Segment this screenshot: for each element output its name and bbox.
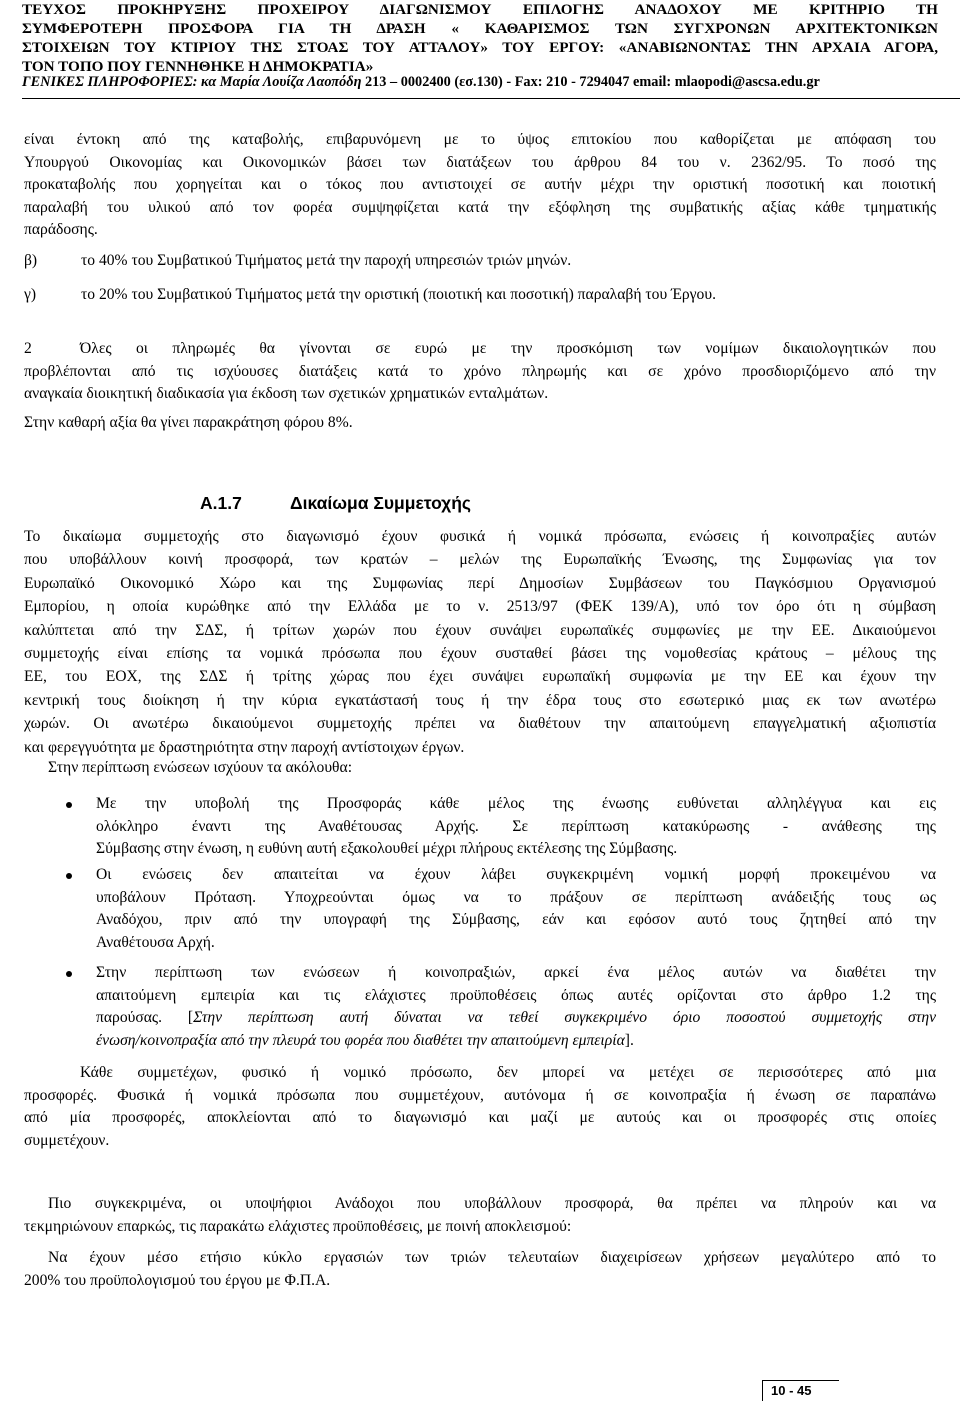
text-line: υποβάλουν Πρόταση. Υποχρεούνται όμως να το πράξουν σε περίπτωση ανάδειξής τους ως [96, 888, 936, 906]
header-line: ΣΤΟΙΧΕΙΩΝ ΤΟΥ ΚΤΙΡΙΟΥ ΤΗΣ ΣΤΟΑΣ ΤΟΥ ΑΤΤΑΛΟΥ» ΤΟΥ ΕΡΓΟΥ: «ΑΝΑΒΙΩΝΟΝΤΑΣ ΤΗΝ ΑΡΧΑΙΑ ΑΓΟΡΑ, [22, 39, 938, 56]
contact-label: ΓΕΝΙΚΕΣ ΠΛΗΡΟΦΟΡΙΕΣ: κα Μαρία Λουίζα Λαοπόδη [22, 74, 362, 90]
payment-item-b [24, 250, 571, 272]
text-line: χωρών. Οι ανωτέρω δικαιούμενοι συμμετοχής πρέπει να διαθέτουν την απαιτούμενη επαγγελματική αξιοπιστία [24, 715, 936, 733]
section-heading [200, 491, 471, 515]
text-line: απαιτούμενη εμπειρία και τις ελάχιστες προϋποθέσεις όπως αυτές ορίζονται στο άρθρο 1.2 της [96, 986, 936, 1004]
text-line: και φερεγγυότητα με δραστηριότητα στην παροχή αντίστοιχων έργων. [24, 738, 465, 756]
text-line: Με την υποβολή της Προσφοράς κάθε μέλος της ένωσης ευθύνεται αλληλέγγυα και εις [96, 795, 936, 812]
text-line: κεντρική τους διοίκηση ή την κύρια εγκατάστασή τους ή την έδρα τους στο εσωτερικό μιας εκ των ανωτέρω [24, 691, 936, 709]
text-line: Κάθε συμμετέχων, φυσικό ή νομικό πρόσωπο, δεν μπορεί να μετέχει σε περισσότερες από μια [80, 1064, 936, 1081]
text-line: παράδοσης. [24, 221, 98, 239]
text-run: ]. [624, 1031, 634, 1049]
section-code: Α.1.7 [200, 493, 242, 513]
text-run: Όλες οι πληρωμές θα γίνονται σε ευρώ με την προσκόμιση των νομίμων δικαιολογητικών που [80, 340, 936, 357]
text-line: από μία προσφορές, αποκλείονται από το διαγωνισμό και μαζί με αυτούς και οι προσφορές στις οποίες [24, 1109, 936, 1127]
page-number-box [762, 1380, 839, 1401]
text-line: αναγκαία διοικητική διαδικασία για έκδοση των σχετικών χρηματικών ενταλμάτων. [24, 385, 549, 403]
text-line: Στην περίπτωση των ενώσεων ή κοινοπραξιών, αρκεί ένα μέλος αυτών να διαθέτει την [96, 964, 936, 981]
item-label: γ) [24, 286, 37, 303]
header-contact-info [22, 73, 938, 91]
bullet-icon [66, 873, 72, 879]
item-text: το 40% του Συμβατικού Τιμήματος μετά την παροχή υπηρεσιών τριών μηνών. [81, 252, 572, 269]
header-line: ΤΟΝ ΤΟΠΟ ΠΟΥ ΓΕΝΝΗΘΗΚΕ Η ΔΗΜΟΚΡΑΤΙΑ» [22, 58, 374, 75]
text-line: συμμετοχής είναι επίσης τα νομικά πρόσωπα που έχουν συσταθεί βάσει της νομοθεσίας κράτους – μέλους της [24, 645, 936, 663]
paragraph-single-offer [24, 1062, 936, 1152]
text-line: προκαταβολής που χορηγείται και ο τόκος που αντιστοιχεί σε αυτήν μέχρι την οριστική ποσοτική και ποιοτική [24, 176, 936, 194]
text-line: ολόκληρο έναντι της Αναθέτουσας Αρχής. Σε περίπτωση κατακύρωσης - ανάθεσης της [96, 817, 936, 835]
italic-text-run: Στην περίπτωση αυτή δύναται να τεθεί συγκεκριμένο όριο ποσοστού συμμετοχής στην [193, 1009, 936, 1027]
page-number: 10 - 45 [771, 1383, 812, 1398]
text-line: 200% του προϋπολογισμού του έργου με Φ.Π.Α. [24, 1271, 331, 1289]
paragraph-number: 2 [24, 340, 32, 357]
bullet-icon [66, 971, 72, 977]
paragraph-participation-right [24, 525, 936, 759]
item-text: το 20% του Συμβατικού Τιμήματος μετά την οριστική (ποιοτική και ποσοτική) παραλαβή του Έργου. [81, 286, 716, 303]
bullet-item [96, 864, 936, 954]
italic-text-run: ένωση/κοινοπραξία από την πλευρά του φορέα που διαθέτει την απαιτούμενη εμπειρία [96, 1031, 625, 1049]
text-line [96, 1007, 936, 1030]
header-line: ΣΥΜΦΕΡΟΤΕΡΗ ΠΡΟΣΦΟΡΑ ΓΙΑ ΤΗ ΔΡΑΣΗ « ΚΑΘΑΡΙΣΜΟΣ ΤΩΝ ΣΥΓΧΡΟΝΩΝ ΑΡΧΙΤΕΚΤΟΝΙΚΩΝ [22, 20, 938, 37]
text-line: ΕΕ, του ΕΟΧ, της ΣΔΣ ή τρίτης χώρας που έχει συνάψει ευρωπαϊκή συμφωνία με την ΕΕ και έχουν την [24, 668, 936, 686]
paragraph-tax: Στην καθαρή αξία θα γίνει παρακράτηση φόρου 8%. [24, 414, 353, 431]
text-line: καλύπτεται από την ΣΔΣ, ή τρίτων χωρών που έχουν συνάψει ευρωπαϊκές συμφωνίες με την ΕΕ. Δικαιούμενοι [24, 621, 936, 639]
payment-item-c [24, 284, 716, 306]
text-line: συμμετέχουν. [24, 1131, 110, 1149]
text-line: Σύμβασης στην ένωση, η ευθύνη αυτή εξακολουθεί μέχρι πλήρους εκτέλεσης της Σύμβασης. [96, 840, 678, 858]
text-line: Ευρωπαϊκό Οικονομικό Χώρο και της Συμφωνίας περί Δημοσίων Συμβάσεων του Παγκόσμιου Οργανισμού [24, 574, 936, 592]
paragraph-unions-intro: Στην περίπτωση ενώσεων ισχύουν τα ακόλουθα: [48, 759, 353, 776]
text-run: παρούσας. [ [96, 1009, 194, 1027]
document-header [22, 0, 938, 76]
paragraph-advance-payment [24, 129, 936, 242]
header-divider [22, 98, 960, 99]
paragraph-turnover-requirement [24, 1247, 936, 1292]
text-line: Πιο συγκεκριμένα, οι υποψήφιοι Ανάδοχοι που υποβάλλουν προσφορά, θα πρέπει να πληρούν και να [48, 1195, 936, 1212]
text-line: προσφορές. Φυσικά ή νομικά πρόσωπα που συμμετέχουν, αυτόνομα ή σε κοινοπραξία ή ένωση σε παραπάνω [24, 1086, 936, 1104]
text-line [24, 338, 936, 361]
bullet-icon [66, 802, 72, 808]
text-line: Υπουργού Οικονομίας και Οικονομικών βάσει των διατάξεων του άρθρου 84 του ν. 2362/95. Το ποσό της [24, 153, 936, 171]
contact-details: 213 – 0002400 (εσ.130) - Fax: 210 - 7294047 email: mlaopodi@ascsa.edu.gr [361, 74, 820, 90]
text-line: Αναδόχου, πριν από την υπογραφή της Σύμβασης, εάν και εφόσον αυτό τους ζητηθεί από την [96, 911, 936, 929]
text-line: Εμπορίου, η οποία κυρώθηκε από την Ελλάδα με το ν. 2513/97 (ΦΕΚ 139/Α), υπό τον όρο ότι η σύμβαση [24, 598, 936, 616]
bullet-item [96, 962, 936, 1052]
paragraph-requirements-intro [24, 1193, 936, 1238]
text-line: τεκμηριώνουν επαρκώς, τις παρακάτω ελάχιστες προϋποθέσεις, με ποινή αποκλεισμού: [24, 1217, 572, 1235]
section-title: Δικαίωμα Συμμετοχής [290, 493, 471, 513]
header-line: ΤΕΥΧΟΣ ΠΡΟΚΗΡΥΞΗΣ ΠΡΟΧΕΙΡΟΥ ΔΙΑΓΩΝΙΣΜΟΥ ΕΠΙΛΟΓΗΣ ΑΝΑΔΟΧΟΥ ΜΕ ΚΡΙΤΗΡΙΟ ΤΗ [22, 1, 938, 18]
text-line: παραλαβή του υλικού από τον φορέα συμψηφίζεται κατά την εξόφληση της συμβατικής αξίας κάθε τμηματικής [24, 198, 936, 216]
text-line: Να έχουν μέσο ετήσιο κύκλο εργασιών των τριών τελευταίων διαχειρίσεων χρήσεων μεγαλύτερο από το [48, 1249, 936, 1266]
item-label: β) [24, 252, 38, 269]
text-line [96, 1030, 936, 1053]
text-line: Αναθέτουσα Αρχή. [96, 933, 215, 951]
text-line: είναι έντοκη από της καταβολής, επιβαρυνόμενη με το ύψος επιτοκίου που καθορίζεται με απόφαση του [24, 131, 936, 148]
paragraph-payments [24, 338, 936, 406]
text-line: προβλέπονται από τις ισχύουσες διατάξεις κατά το χρόνο πληρωμής και σε χρόνο προσδιοριζόμενο από την [24, 362, 936, 380]
text-line: Το δικαίωμα συμμετοχής στο διαγωνισμό έχουν φυσικά ή νομικά πρόσωπα, ενώσεις ή κοινοπραξίες αυτών [24, 528, 936, 545]
text-line: Οι ενώσεις δεν απαιτείται να έχουν λάβει συγκεκριμένη νομική μορφή προκειμένου να [96, 866, 936, 883]
bullet-item [96, 793, 936, 861]
text-line: που υποβάλλουν κοινή προσφορά, των κρατών – μελών της Ευρωπαϊκής Ένωσης, της Συμφωνίας για τον [24, 551, 936, 569]
